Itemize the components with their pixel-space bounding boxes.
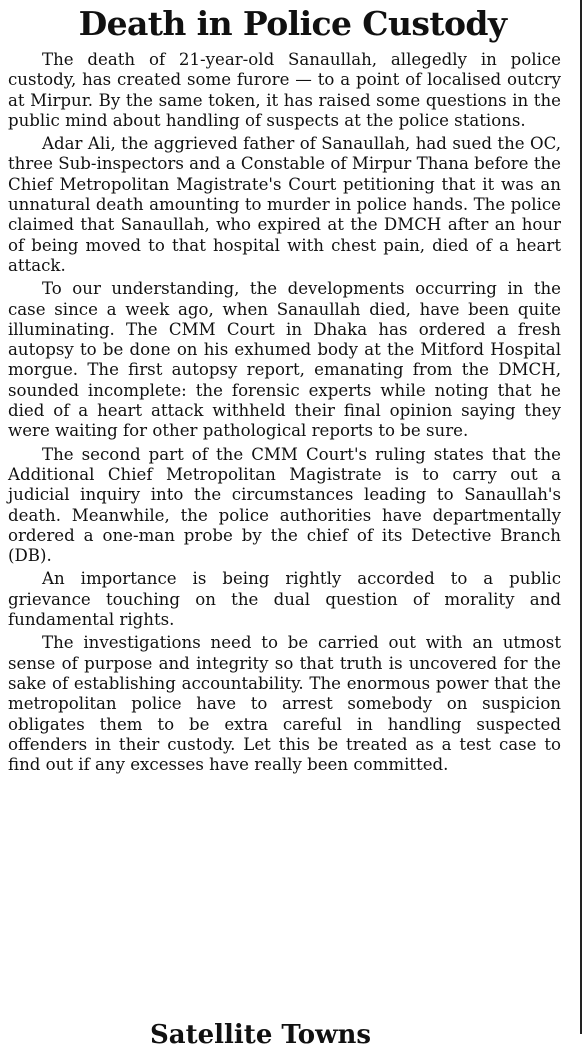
article-paragraph-4: The second part of the CMM Court's ruling states that the Additional Chief Metropolitan Magistrate is to carry out a judicial inquiry into the circumstances leading to Sanaullah's death. Meanwhile, the police authorities have departmentally ordered a one-man probe by the chief of its Detective Branch (DB). (8, 444, 561, 566)
article-paragraph-3: To our understanding, the developments occurring in the case since a week ago, when Sanaullah died, have been quite illuminating. The CMM Court in Dhaka has ordered a fresh autopsy to be done on his exhumed body at the Mitford Hospital morgue. The first autopsy report, emanating from the DMCH, sounded incomplete: the forensic experts while noting that he died of a heart attack withheld their final opinion saying they were waiting for other pathological reports to be sure. (8, 279, 561, 441)
next-article-headline: Satellite Towns (150, 1020, 372, 1050)
article-paragraph-5: An importance is being rightly accorded to a public grievance touching on the dual question of morality and fundamental rights. (8, 569, 561, 630)
column-rule (580, 0, 582, 1034)
article-body (8, 50, 561, 778)
article-paragraph-1: The death of 21-year-old Sanaullah, allegedly in police custody, has created some furore — to a point of localised outcry at Mirpur. By the same token, it has raised some questions in the public mind about handling of suspects at the police stations. (8, 50, 561, 130)
article-headline: Death in Police Custody (78, 4, 507, 43)
article-paragraph-6: The investigations need to be carried out with an utmost sense of purpose and integrity so that truth is uncovered for the sake of establishing accountability. The enormous power that the metropolitan police have to arrest somebody on suspicion obligates them to be extra careful in handling suspected offenders in their custody. Let this be treated as a test case to find out if any excesses have really been committed. (8, 633, 561, 775)
article-paragraph-2: Adar Ali, the aggrieved father of Sanaullah, had sued the OC, three Sub-inspectors and a Constable of Mirpur Thana before the Chief Metropolitan Magistrate's Court petitioning that it was an unnatural death amounting to murder in police hands. The police claimed that Sanaullah, who expired at the DMCH after an hour of being moved to that hospital with chest pain, died of a heart attack. (8, 134, 561, 275)
